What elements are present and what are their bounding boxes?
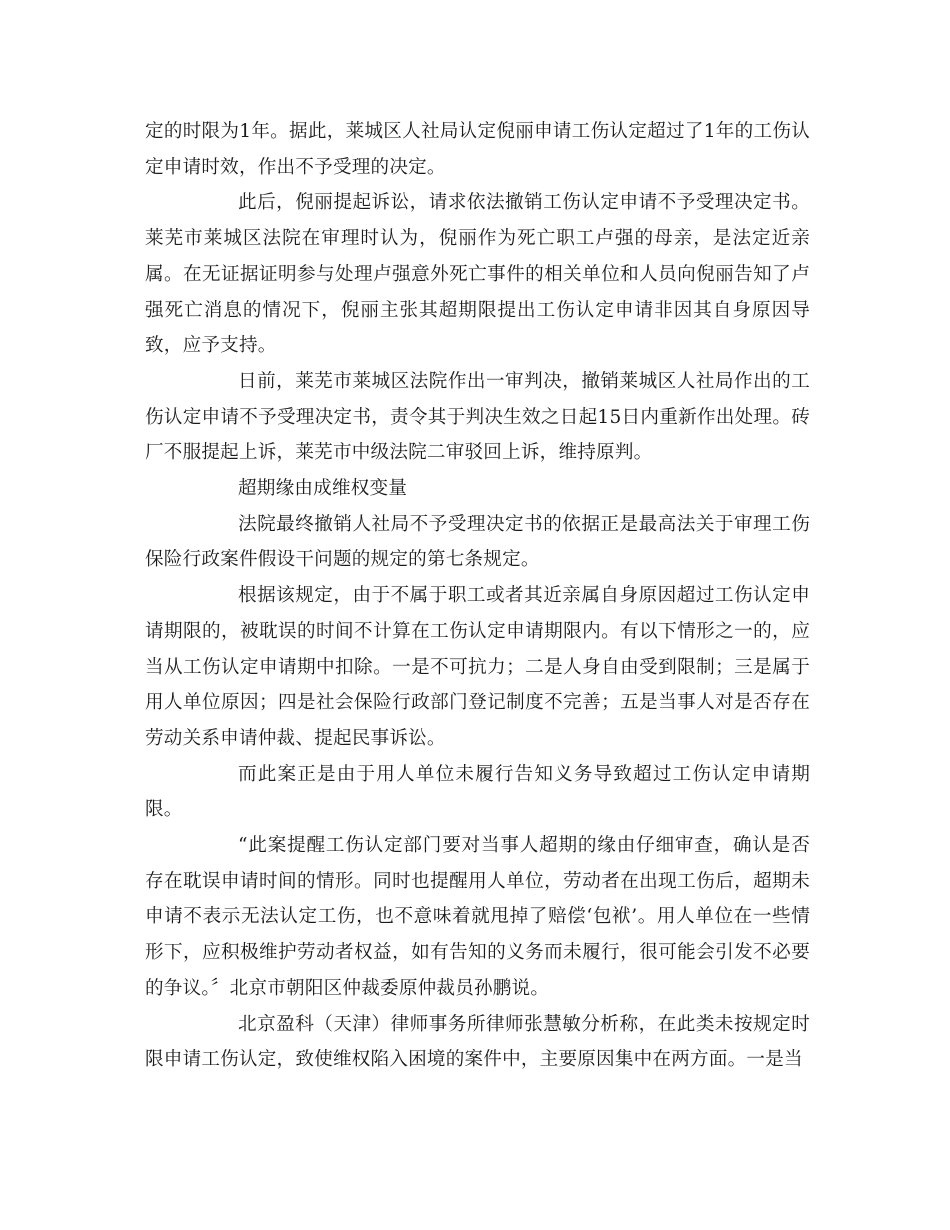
section-heading: 超期缘由成维权变量 <box>238 478 408 500</box>
paragraph-quote: “此案提醒工伤认定部门要对当事人超期的缘由仔细审查，确认是否存在耽误申请时间的情形。同时也提醒用人单位，劳动者在出现工伤后，超期未申请不表示无法认定工伤，也不意味着就甩掉了赔偿‘包袱’。用人单位在一些情形下，应积极维护劳动者权益，如有告知的义务而未履行，很可能会引发不必要的争议。〞北京市朝阳区仲裁委原仲裁员孙鹏说。 <box>145 835 810 999</box>
paragraph-judgment: 日前，莱芜市莱城区法院作出一审判决，撤销莱城区人社局作出的工伤认定申请不予受理决定书，责令其于判决生效之日起15日内重新作出处理。砖厂不服提起上诉，莱芜市中级法院二审驳回上诉，维持原判。 <box>145 370 810 464</box>
paragraph-lawsuit: 此后，倪丽提起诉讼，请求依法撤销工伤认定申请不予受理决定书。莱芜市莱城区法院在审理时认为，倪丽作为死亡职工卢强的母亲，是法定近亲属。在无证据证明参与处理卢强意外死亡事件的相关单位和人员向倪丽告知了卢强死亡消息的情况下，倪丽主张其超期限提出工伤认定申请非因其自身原因导致，应予支持。 <box>145 192 810 357</box>
paragraph-continuation: 定的时限为1年。据此，莱城区人社局认定倪丽申请工伤认定超过了1年的工伤认定申请时效，作出不予受理的决定。 <box>145 121 810 178</box>
paragraph-regulation: 根据该规定，由于不属于职工或者其近亲属自身原因超过工伤认定申请期限的，被耽误的时间不计算在工伤认定申请期限内。有以下情形之一的，应当从工伤认定申请期中扣除。一是不可抗力；二是人身自由受到限制；三是属于用人单位原因；四是社会保险行政部门登记制度不完善；五是当事人对是否存在劳动关系申请仲裁、提起民事诉讼。 <box>145 585 810 749</box>
document-body <box>145 114 810 1078</box>
paragraph-lawyer-analysis: 北京盈科（天津）律师事务所律师张慧敏分析称，在此类未按规定时限申请工伤认定，致使维权陷入困境的案件中，主要原因集中在两方面。一是当 <box>145 1013 810 1071</box>
paragraph-legal-basis: 法院最终撤销人社局不予受理决定书的依据正是最高法关于审理工伤保险行政案件假设干问题的规定的第七条规定。 <box>145 513 810 571</box>
paragraph-case-cause: 而此案正是由于用人单位未履行告知义务导致超过工伤认定申请期限。 <box>145 763 810 821</box>
